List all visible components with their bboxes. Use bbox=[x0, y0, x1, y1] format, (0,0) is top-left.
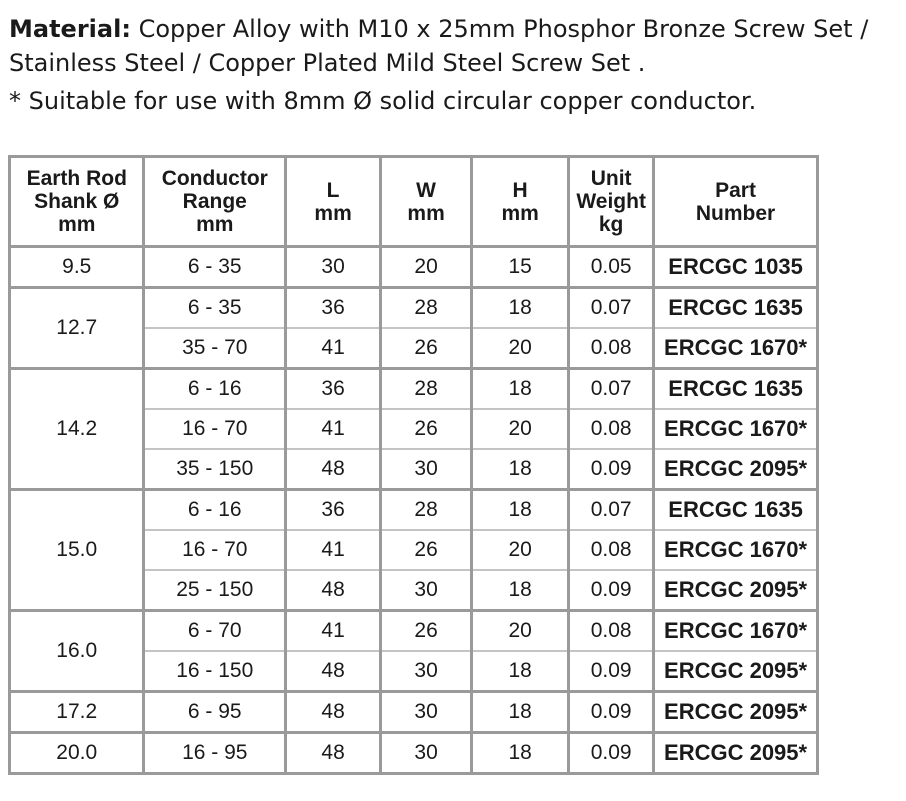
width-cell: 30 bbox=[381, 651, 472, 692]
height-cell: 18 bbox=[472, 570, 569, 611]
header-width-line-1: W bbox=[416, 178, 436, 202]
header-weight-line-2: Weight bbox=[576, 190, 646, 213]
part-number-cell: ERCGC 2095* bbox=[654, 449, 818, 490]
weight-cell: 0.09 bbox=[569, 692, 654, 733]
range-cell: 16 - 95 bbox=[144, 733, 286, 774]
length-cell: 30 bbox=[286, 247, 381, 288]
material-line bbox=[9, 12, 899, 80]
length-cell: 36 bbox=[286, 288, 381, 329]
shank-cell: 14.2 bbox=[10, 369, 144, 490]
header-range-line-2: Range bbox=[182, 190, 247, 213]
range-cell: 16 - 70 bbox=[144, 409, 286, 449]
height-cell: 20 bbox=[472, 409, 569, 449]
height-cell: 18 bbox=[472, 369, 569, 410]
header-weight bbox=[569, 157, 654, 247]
range-cell: 6 - 16 bbox=[144, 490, 286, 531]
material-label: Material: bbox=[9, 15, 131, 43]
range-cell: 25 - 150 bbox=[144, 570, 286, 611]
length-cell: 48 bbox=[286, 733, 381, 774]
length-cell: 41 bbox=[286, 530, 381, 570]
part-number-cell: ERCGC 1670* bbox=[654, 611, 818, 652]
range-cell: 35 - 70 bbox=[144, 328, 286, 369]
width-cell: 28 bbox=[381, 369, 472, 410]
height-cell: 18 bbox=[472, 651, 569, 692]
part-number-cell: ERCGC 2095* bbox=[654, 692, 818, 733]
width-cell: 26 bbox=[381, 328, 472, 369]
range-cell: 35 - 150 bbox=[144, 449, 286, 490]
header-range-line-3: mm bbox=[196, 213, 234, 236]
height-cell: 20 bbox=[472, 328, 569, 369]
header-weight-line-1: Unit bbox=[590, 167, 632, 190]
length-cell: 41 bbox=[286, 409, 381, 449]
product-description bbox=[9, 12, 899, 118]
header-width-line-2: mm bbox=[407, 201, 445, 225]
header-shank bbox=[10, 157, 144, 247]
table-row bbox=[10, 247, 818, 288]
header-height-line-1: H bbox=[512, 178, 528, 202]
header-length-line-2: mm bbox=[314, 201, 352, 225]
part-number-cell: ERCGC 1635 bbox=[654, 369, 818, 410]
header-part-line-1: Part bbox=[715, 178, 756, 202]
table-row bbox=[10, 733, 818, 774]
height-cell: 15 bbox=[472, 247, 569, 288]
range-cell: 16 - 70 bbox=[144, 530, 286, 570]
header-height bbox=[472, 157, 569, 247]
shank-cell: 16.0 bbox=[10, 611, 144, 692]
weight-cell: 0.09 bbox=[569, 449, 654, 490]
header-shank-line-3: mm bbox=[58, 213, 96, 236]
table-row bbox=[10, 288, 818, 329]
weight-cell: 0.09 bbox=[569, 733, 654, 774]
table-row bbox=[10, 692, 818, 733]
length-cell: 41 bbox=[286, 611, 381, 652]
height-cell: 20 bbox=[472, 611, 569, 652]
table-row bbox=[10, 369, 818, 410]
header-row bbox=[10, 157, 818, 247]
width-cell: 28 bbox=[381, 490, 472, 531]
weight-cell: 0.08 bbox=[569, 611, 654, 652]
part-number-cell: ERCGC 1670* bbox=[654, 409, 818, 449]
weight-cell: 0.08 bbox=[569, 409, 654, 449]
range-cell: 6 - 35 bbox=[144, 247, 286, 288]
header-height-line-2: mm bbox=[501, 201, 539, 225]
weight-cell: 0.09 bbox=[569, 651, 654, 692]
height-cell: 20 bbox=[472, 530, 569, 570]
range-cell: 6 - 70 bbox=[144, 611, 286, 652]
length-cell: 48 bbox=[286, 449, 381, 490]
shank-cell: 17.2 bbox=[10, 692, 144, 733]
table-row bbox=[10, 490, 818, 531]
weight-cell: 0.05 bbox=[569, 247, 654, 288]
range-cell: 16 - 150 bbox=[144, 651, 286, 692]
weight-cell: 0.08 bbox=[569, 530, 654, 570]
width-cell: 26 bbox=[381, 530, 472, 570]
width-cell: 26 bbox=[381, 409, 472, 449]
height-cell: 18 bbox=[472, 692, 569, 733]
shank-cell: 12.7 bbox=[10, 288, 144, 369]
range-cell: 6 - 16 bbox=[144, 369, 286, 410]
height-cell: 18 bbox=[472, 288, 569, 329]
header-length bbox=[286, 157, 381, 247]
header-range bbox=[144, 157, 286, 247]
part-number-cell: ERCGC 1635 bbox=[654, 490, 818, 531]
header-width bbox=[381, 157, 472, 247]
header-weight-line-3: kg bbox=[598, 213, 624, 236]
part-number-cell: ERCGC 1670* bbox=[654, 530, 818, 570]
part-number-cell: ERCGC 2095* bbox=[654, 570, 818, 611]
header-range-line-1: Conductor bbox=[161, 167, 268, 190]
width-cell: 30 bbox=[381, 692, 472, 733]
length-cell: 41 bbox=[286, 328, 381, 369]
part-number-cell: ERCGC 1035 bbox=[654, 247, 818, 288]
header-shank-line-1: Earth Rod bbox=[26, 167, 127, 190]
width-cell: 30 bbox=[381, 570, 472, 611]
height-cell: 18 bbox=[472, 733, 569, 774]
range-cell: 6 - 95 bbox=[144, 692, 286, 733]
length-cell: 36 bbox=[286, 369, 381, 410]
shank-cell: 15.0 bbox=[10, 490, 144, 611]
part-number-cell: ERCGC 1670* bbox=[654, 328, 818, 369]
width-cell: 30 bbox=[381, 733, 472, 774]
weight-cell: 0.07 bbox=[569, 288, 654, 329]
width-cell: 26 bbox=[381, 611, 472, 652]
height-cell: 18 bbox=[472, 449, 569, 490]
width-cell: 20 bbox=[381, 247, 472, 288]
suitability-note: * Suitable for use with 8mm Ø solid circular copper conductor. bbox=[9, 87, 757, 115]
weight-cell: 0.07 bbox=[569, 490, 654, 531]
specification-table bbox=[8, 155, 819, 775]
header-part-line-2: Number bbox=[695, 201, 776, 225]
shank-cell: 9.5 bbox=[10, 247, 144, 288]
length-cell: 48 bbox=[286, 651, 381, 692]
part-number-cell: ERCGC 2095* bbox=[654, 651, 818, 692]
length-cell: 48 bbox=[286, 570, 381, 611]
table-row bbox=[10, 611, 818, 652]
header-shank-line-2: Shank Ø bbox=[34, 190, 120, 213]
shank-cell: 20.0 bbox=[10, 733, 144, 774]
range-cell: 6 - 35 bbox=[144, 288, 286, 329]
part-number-cell: ERCGC 1635 bbox=[654, 288, 818, 329]
header-length-line-1: L bbox=[326, 178, 340, 202]
material-text: Copper Alloy with M10 x 25mm Phosphor Bronze Screw Set / Stainless Steel / Copper Plated Mild Steel Screw Set . bbox=[9, 15, 869, 77]
length-cell: 36 bbox=[286, 490, 381, 531]
weight-cell: 0.07 bbox=[569, 369, 654, 410]
weight-cell: 0.09 bbox=[569, 570, 654, 611]
width-cell: 30 bbox=[381, 449, 472, 490]
length-cell: 48 bbox=[286, 692, 381, 733]
height-cell: 18 bbox=[472, 490, 569, 531]
part-number-cell: ERCGC 2095* bbox=[654, 733, 818, 774]
width-cell: 28 bbox=[381, 288, 472, 329]
header-part-number bbox=[654, 157, 818, 247]
weight-cell: 0.08 bbox=[569, 328, 654, 369]
